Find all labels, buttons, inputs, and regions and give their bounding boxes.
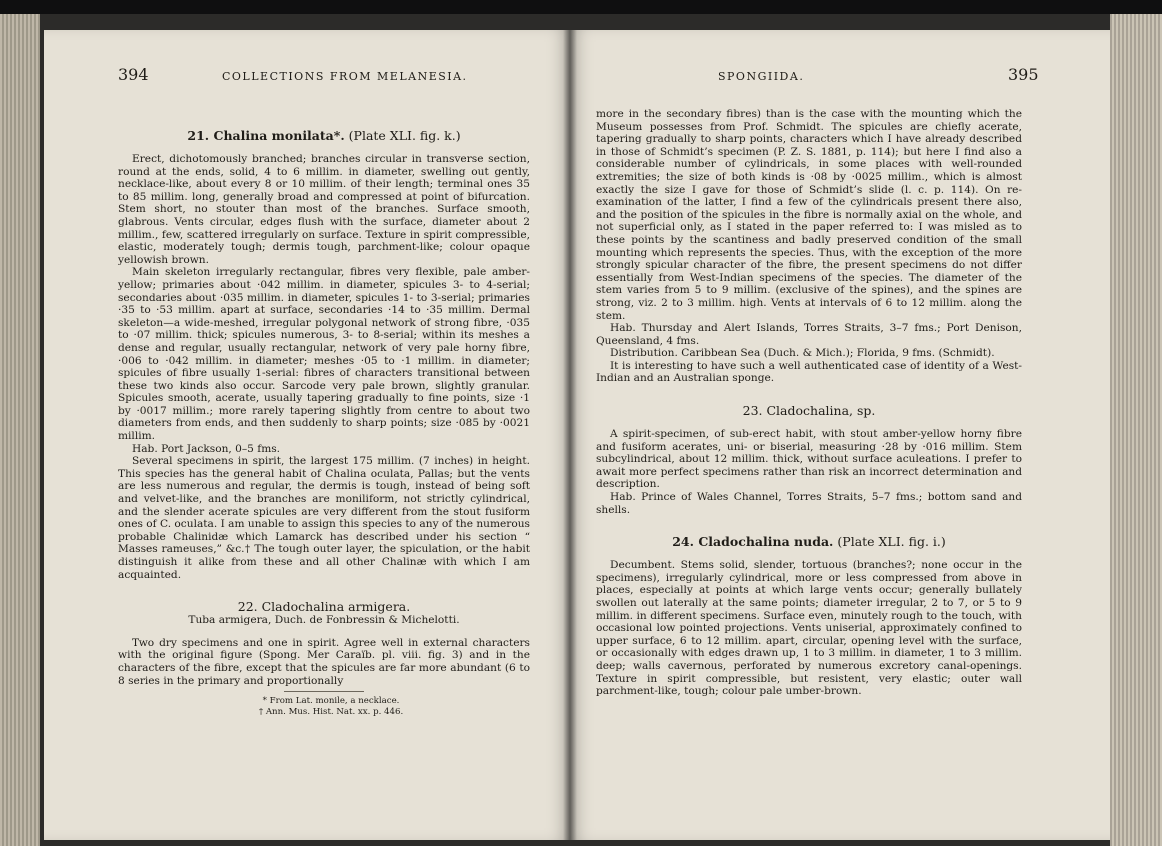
section-21-paragraph-1: Erect, dichotomously branched; branches circular in transverse section, round at the ends, solid, 4 to 6 millim. in diameter, swelling out gently, necklace-like, about every 8 or 10 millim. of their length; terminal ones 35 to 85 millim. long, generally broad and compressed at point of bifurcation. Stem short, no stouter than most of the branches. Surface smooth, glabrous. Vents circular, edges flush with the surface, diameter about 2 millim., few, scattered irregularly on surface. Texture in spirit compressible, elastic, moderately tough; dermis tough, parchment-like; colour opaque yellowish brown. bbox=[118, 153, 530, 266]
left-column bbox=[118, 128, 530, 717]
section-22-synonym: Tuba armigera, Duch. de Fonbressin & Michelotti. bbox=[188, 614, 460, 627]
section-24-plate-ref: (Plate XLI. fig. i.) bbox=[837, 534, 946, 550]
section-22-title: 22. Cladochalina armigera. bbox=[237, 599, 411, 615]
left-running-head: COLLECTIONS FROM MELANESIA. bbox=[222, 70, 468, 83]
section-21-title: 21. Chalina monilata*. bbox=[187, 128, 345, 143]
section-21-habitat: Hab. Port Jackson, 0–5 fms. bbox=[132, 442, 281, 455]
section-21-paragraph-2: Main skeleton irregularly rectangular, fibres very flexible, pale amber-yellow; primaries about ·042 millim. in diameter, spicules 3- to 4-serial; secondaries about ·035 millim. in diameter, spicules 1- to 3-serial; primaries ·35 to ·53 millim. apart at surface, secondaries ·14 to ·35 millim. Dermal skeleton—a wide-meshed, irregular polygonal network of strong fibre, ·035 to ·07 millim. thick; spicules numerous, 3- to 8-serial; within its meshes a dense and regular, usually rectangular, network of very pale horny fibre, ·006 to ·042 millim. in diameter; meshes ·05 to ·1 millim. in diameter; spicules of fibre usually 1-serial: fibres of characters transitional between these two kinds also occur. Sarcode very pale brown, slightly granular. Spicules smooth, acerate, usually tapering gradually to fine points, size ·1 by ·0017 millim.; more rarely tapering slightly from centre to about two diameters from ends, and then suddenly to sharp points; size ·085 by ·0021 millim. bbox=[118, 266, 530, 443]
footnote-2: † Ann. Mus. Hist. Nat. xx. p. 446. bbox=[258, 706, 404, 717]
left-page-number: 394 bbox=[118, 65, 149, 84]
section-21-heading bbox=[118, 128, 530, 143]
section-23-paragraph-1: A spirit-specimen, of sub-erect habit, with stout amber-yellow horny fibre and fusiform acerates, uni- or biserial, measuring ·28 by ·016 millim. Stem subcylindrical, about 12 millim. thick, without surface aculeations. I prefer to await more perfect specimens rather than risk an incorrect determination and description. bbox=[596, 428, 1022, 491]
footnote-rule bbox=[284, 691, 364, 692]
section-22-paragraph-2: It is interesting to have such a well authenticated case of identity of a West-Indian and an Australian sponge. bbox=[596, 359, 1022, 385]
section-21-plate-ref: (Plate XLI. fig. k.) bbox=[348, 128, 461, 143]
section-24-paragraph-1: Decumbent. Stems solid, slender, tortuous (branches?; none occur in the specimens), irregularly cylindrical, more or less compressed from above in places, especially at points at which large vents occur; generally bullately swollen out laterally at the same points; diameter irregular, 2 to 7, or 5 to 9 millim. in different specimens. Surface even, minutely rough to the touch, with occasional low pointed projections. Vents uniserial, approximately confined to upper surface, 6 to 12 millim. apart, circular, opening level with the surface, or occasionally with edges drawn up, 1 to 3 millim. in diameter, 1 to 3 millim. deep; walls cavernous, perforated by numerous excretory canal-openings. Texture in spirit compressible, but resistent, very elastic; outer wall parchment-like, tough; colour pale umber-brown. bbox=[596, 559, 1022, 698]
section-22-paragraph-1: Two dry specimens and one in spirit. Agree well in external characters with the original figure (Spong. Mer Caraïb. pl. viii. fig. 3) and in the characters of the fibre, except that the spicules are far more abundant (6 to 8 series in the primary and proportionally bbox=[118, 636, 530, 687]
continued-paragraph: more in the secondary fibres) than is the case with the mounting which the Museum possesses from Prof. Schmidt. The spicules are chiefly acerate, tapering gradually to sharp points, characters which I have already described in those of Schmidt’s specimen (P. Z. S. 1881, p. 114); but here I find also a considerable number of cylindricals, in some places with well-rounded extremities; the size of both kinds is ·08 by ·0025 millim., which is almost exactly the size I gave for those of Schmidt’s slide (l. c. p. 114). On re-examination of the latter, I find a few of the cylindricals present there also, and the position of the spicules in the fibre is normally axial on the whole, and not superficial only, as I stated in the paper referred to: I was misled as to these points by the scantiness and badly preserved condition of the small mounting which represents the species. Thus, with the exception of the more strongly spicular character of the fibre, the present specimens do not differ essentially from West-Indian specimens of the species. The diameter of the stem varies from 5 to 9 millim. (exclusive of the spines), and the spines are strong, viz. 2 to 3 millim. high. Vents at intervals of 6 to 12 millim. along the stem. bbox=[596, 108, 1022, 322]
footnote-1: * From Lat. monile, a necklace. bbox=[262, 696, 400, 707]
section-22-distribution: Distribution. Caribbean Sea (Duch. & Mich.); Florida, 9 fms. (Schmidt). bbox=[610, 347, 995, 360]
section-24-heading bbox=[596, 534, 1022, 549]
right-running-head: SPONGIIDA. bbox=[718, 70, 805, 83]
section-22-habitat: Hab. Thursday and Alert Islands, Torres Straits, 3–7 fms.; Port Denison, Queensland, 4 fms. bbox=[596, 322, 1022, 347]
right-column bbox=[596, 108, 1022, 698]
right-page-edges bbox=[1110, 14, 1162, 846]
top-border bbox=[0, 0, 1162, 14]
section-21-paragraph-3: Several specimens in spirit, the largest 175 millim. (7 inches) in height. This species has the general habit of Chalina oculata, Pallas; but the vents are less numerous and regular, the dermis is tough, instead of being soft and velvet-like, and the branches are moniliform, not strictly cylindrical, and the slender acerate spicules are very different from the stout fusiform ones of C. oculata. I am unable to assign this species to any of the numerous probable Chalinidæ which Lamarck has described under his section “ Masses rameuses,” &c.† The tough outer layer, the spiculation, or the habit distinguish it alike from these and all other Chalinæ with which I am acquainted. bbox=[118, 455, 530, 581]
book-gutter bbox=[563, 30, 577, 840]
section-23-title: 23. Cladochalina, sp. bbox=[742, 403, 876, 419]
section-23-habitat: Hab. Prince of Wales Channel, Torres Straits, 5–7 fms.; bottom sand and shells. bbox=[596, 491, 1022, 516]
section-24-title: 24. Cladochalina nuda. bbox=[672, 534, 834, 550]
left-page-edges bbox=[0, 14, 40, 846]
right-page-number: 395 bbox=[1008, 65, 1039, 84]
